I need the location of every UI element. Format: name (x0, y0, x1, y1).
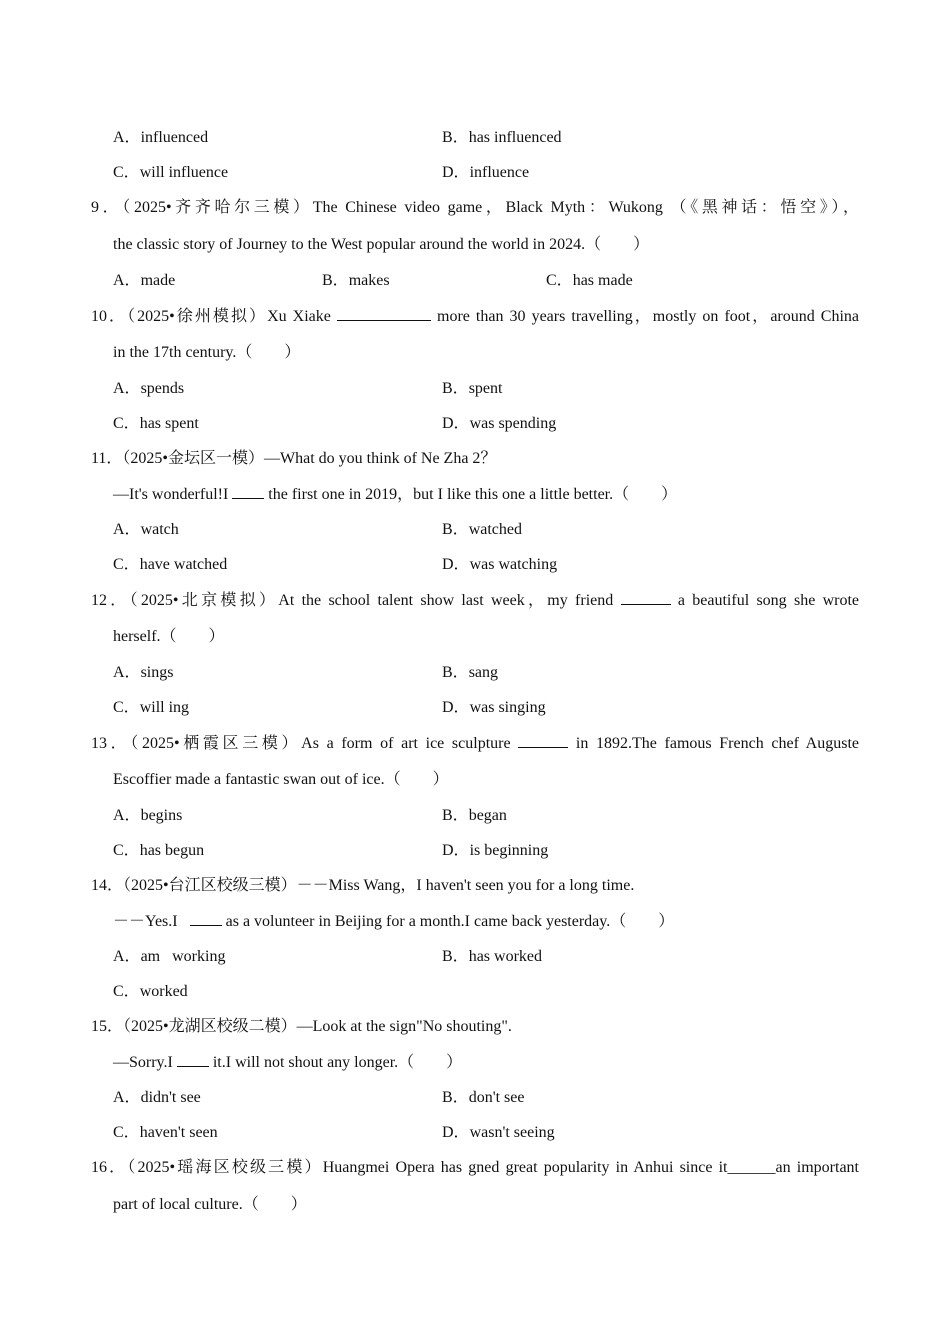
q14-option-c[interactable]: C．worked (113, 983, 188, 1000)
q13-option-a[interactable]: A．begins (113, 807, 183, 824)
q11-stem-line2: —It's wonderful!I the first one in 2019，but I like this one a little better.（ ） (113, 486, 678, 503)
question-number: 11． (91, 450, 123, 467)
q16-stem-line2: part of local culture.（ ） (113, 1196, 307, 1213)
question-source: （2025•北京模拟） (129, 592, 279, 609)
q8-option-a[interactable]: A．influenced (113, 129, 209, 146)
q16-stem-line1: 16．（2025•瑶海区校级三模）Huangmei Opera has gned great popularity in Anhui since it______an important (91, 1159, 859, 1176)
q10-option-b[interactable]: B．spent (442, 380, 503, 397)
question-number: 10． (91, 308, 128, 325)
question-number: 16． (91, 1159, 128, 1176)
question-source: （2025•龙湖区校级二模） (123, 1018, 297, 1035)
q9-stem-line2: the classic story of Journey to the West popular around the world in 2024.（ ） (113, 236, 650, 253)
q12-option-b[interactable]: B．sang (442, 664, 499, 681)
question-source: （2025•瑶海区校级三模） (127, 1159, 323, 1176)
q13-stem-line2: Escoffier made a fantastic swan out of ice.（ ） (113, 771, 449, 788)
q13-option-d[interactable]: D．is beginning (442, 842, 549, 859)
q11-stem-line1: 11．（2025•金坛区一模）—What do you think of Ne Zha 2？ (91, 450, 497, 467)
q11-option-b[interactable]: B．watched (442, 521, 522, 538)
q13-option-c[interactable]: C．has begun (113, 842, 205, 859)
answer-blank (177, 1052, 209, 1067)
q10-option-d[interactable]: D．was spending (442, 415, 557, 432)
q8-option-c[interactable]: C．will influence (113, 164, 229, 181)
answer-blank (518, 733, 568, 748)
answer-blank (190, 911, 222, 926)
q11-option-a[interactable]: A．watch (113, 521, 179, 538)
q9-option-b[interactable]: B．makes (322, 272, 390, 289)
answer-blank (337, 306, 431, 321)
q9-option-a[interactable]: A．made (113, 272, 176, 289)
q10-option-c[interactable]: C．has spent (113, 415, 199, 432)
question-source: （2025•栖霞区三模） (130, 735, 302, 752)
q12-stem-line1: 12．（2025•北京模拟）At the school talent show last week，my friend a beautiful song she wrote (91, 592, 860, 609)
question-number: 14． (91, 877, 124, 894)
question-source: （2025•齐齐哈尔三模） (122, 199, 313, 216)
q14-stem-line2: －－Yes.I as a volunteer in Beijing for a month.I came back yesterday.（ ） (113, 913, 675, 930)
q13-option-b[interactable]: B．began (442, 807, 507, 824)
answer-blank (232, 484, 264, 499)
q14-stem-line1: 14．（2025•台江区校级三模）－－Miss Wang，I haven't seen you for a long time. (91, 877, 635, 894)
q12-option-a[interactable]: A．sings (113, 664, 174, 681)
q15-stem-line2: —Sorry.I it.I will not shout any longer.（ ） (113, 1054, 463, 1071)
q15-option-d[interactable]: D．wasn't seeing (442, 1124, 555, 1141)
q10-option-a[interactable]: A．spends (113, 380, 185, 397)
question-source: （2025•徐州模拟） (127, 308, 268, 325)
question-source: （2025•金坛区一模） (122, 450, 265, 467)
q12-option-d[interactable]: D．was singing (442, 699, 546, 716)
q10-stem-line1: 10．（2025•徐州模拟）Xu Xiake more than 30 years travelling，mostly on foot，around China (91, 308, 860, 325)
question-number: 15． (91, 1018, 124, 1035)
question-number: 9． (91, 199, 123, 216)
q15-option-c[interactable]: C．haven't seen (113, 1124, 218, 1141)
q15-option-b[interactable]: B．don't see (442, 1089, 525, 1106)
question-number: 13． (91, 735, 131, 752)
q15-stem-line1: 15．（2025•龙湖区校级二模）—Look at the sign"No shouting". (91, 1018, 512, 1035)
q9-stem-line1: 9．（2025•齐齐哈尔三模）The Chinese video game，Black Myth：Wukong （《黑神话：悟空》）， (91, 199, 859, 216)
q12-stem-line2: herself.（ ） (113, 628, 225, 645)
q13-stem-line1: 13．（2025•栖霞区三模）As a form of art ice sculpture in 1892.The famous French chef Auguste (91, 735, 859, 752)
q14-option-a[interactable]: A．am working (113, 948, 226, 965)
q8-option-d[interactable]: D．influence (442, 164, 530, 181)
answer-blank (621, 590, 671, 605)
q10-stem-line2: in the 17th century.（ ） (113, 344, 301, 361)
question-number: 12． (91, 592, 130, 609)
q9-option-c[interactable]: C．has made (546, 272, 633, 289)
q12-option-c[interactable]: C．will ing (113, 699, 190, 716)
q8-option-b[interactable]: B．has influenced (442, 129, 562, 146)
q11-option-d[interactable]: D．was watching (442, 556, 558, 573)
q14-option-b[interactable]: B．has worked (442, 948, 542, 965)
question-source: （2025•台江区校级三模） (123, 877, 297, 894)
q15-option-a[interactable]: A．didn't see (113, 1089, 201, 1106)
q11-option-c[interactable]: C．have watched (113, 556, 228, 573)
